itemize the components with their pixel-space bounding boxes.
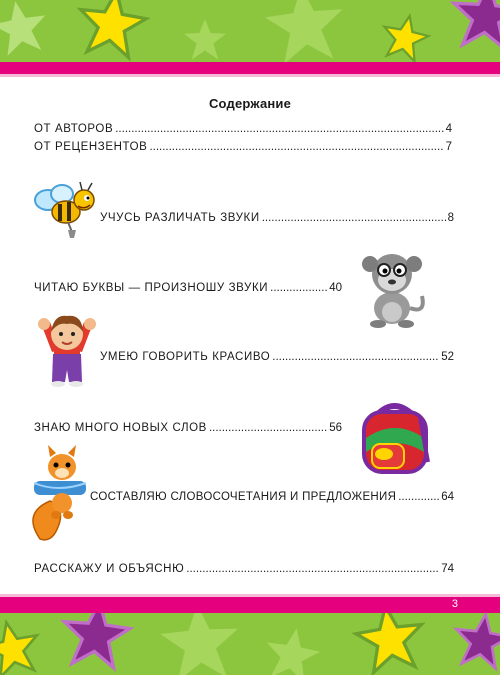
star-icon [75,0,149,59]
toc-label: УЧУСЬ РАЗЛИЧАТЬ ЗВУКИ [100,212,260,224]
star-icon [0,617,44,675]
toc-label: УМЕЮ ГОВОРИТЬ КРАСИВО [100,351,271,363]
toc-page: 7 [445,141,452,153]
toc-entry [34,563,454,575]
top-decorative-band [0,0,500,62]
toc-page: 56 [329,422,342,434]
toc-leader [270,282,327,294]
bottom-pink-stripe [0,597,500,613]
monkey-icon [356,248,428,330]
page-title: Содержание [208,96,292,111]
toc-page: 4 [445,123,452,135]
star-icon [353,613,427,674]
star-icon [452,613,500,670]
squirrel-icon [28,443,92,543]
toc-entry [34,141,452,153]
toc-page: 40 [329,282,342,294]
toc-label: СОСТАВЛЯЮ СЛОВОСОЧЕТАНИЯ И ПРЕДЛОЖЕНИЯ [90,491,397,503]
toc-label: РАССКАЖУ И ОБЪЯСНЮ [34,563,185,575]
toc-page: 74 [441,563,454,575]
toc-entry [90,491,454,503]
star-icon [158,613,241,675]
backpack-icon [354,398,436,478]
toc-page: 64 [441,491,454,503]
toc-leader [209,422,327,434]
toc-label: ЗНАЮ МНОГО НОВЫХ СЛОВ [34,422,207,434]
star-icon [450,0,500,50]
toc-leader [149,141,443,153]
toc-leader [398,491,439,503]
bee-icon [34,180,98,242]
toc-entry [34,123,452,135]
toc-leader [186,563,439,575]
toc-label: ЧИТАЮ БУКВЫ — ПРОИЗНОШУ ЗВУКИ [34,282,269,294]
toc-label: ОТ АВТОРОВ [34,123,114,135]
star-icon [184,19,226,60]
toc-entry [100,212,454,224]
toc-leader [272,351,439,363]
top-light-stripe [0,74,500,77]
star-icon [0,0,51,58]
page-number: 3 [451,598,458,610]
top-pink-stripe [0,62,500,74]
star-icon [379,11,432,62]
toc-page: 8 [447,212,454,224]
toc-entry [34,422,342,434]
star-icon [262,0,347,62]
toc-page: 52 [441,351,454,363]
toc-leader [262,212,446,224]
toc-leader [115,123,443,135]
star-icon [261,624,323,675]
toc-entry [100,351,454,363]
toc-label: ОТ РЕЦЕНЗЕНТОВ [34,141,148,153]
star-icon [60,613,132,669]
boy-icon [36,312,98,388]
bottom-decorative-band [0,613,500,675]
toc-entry [34,282,342,294]
